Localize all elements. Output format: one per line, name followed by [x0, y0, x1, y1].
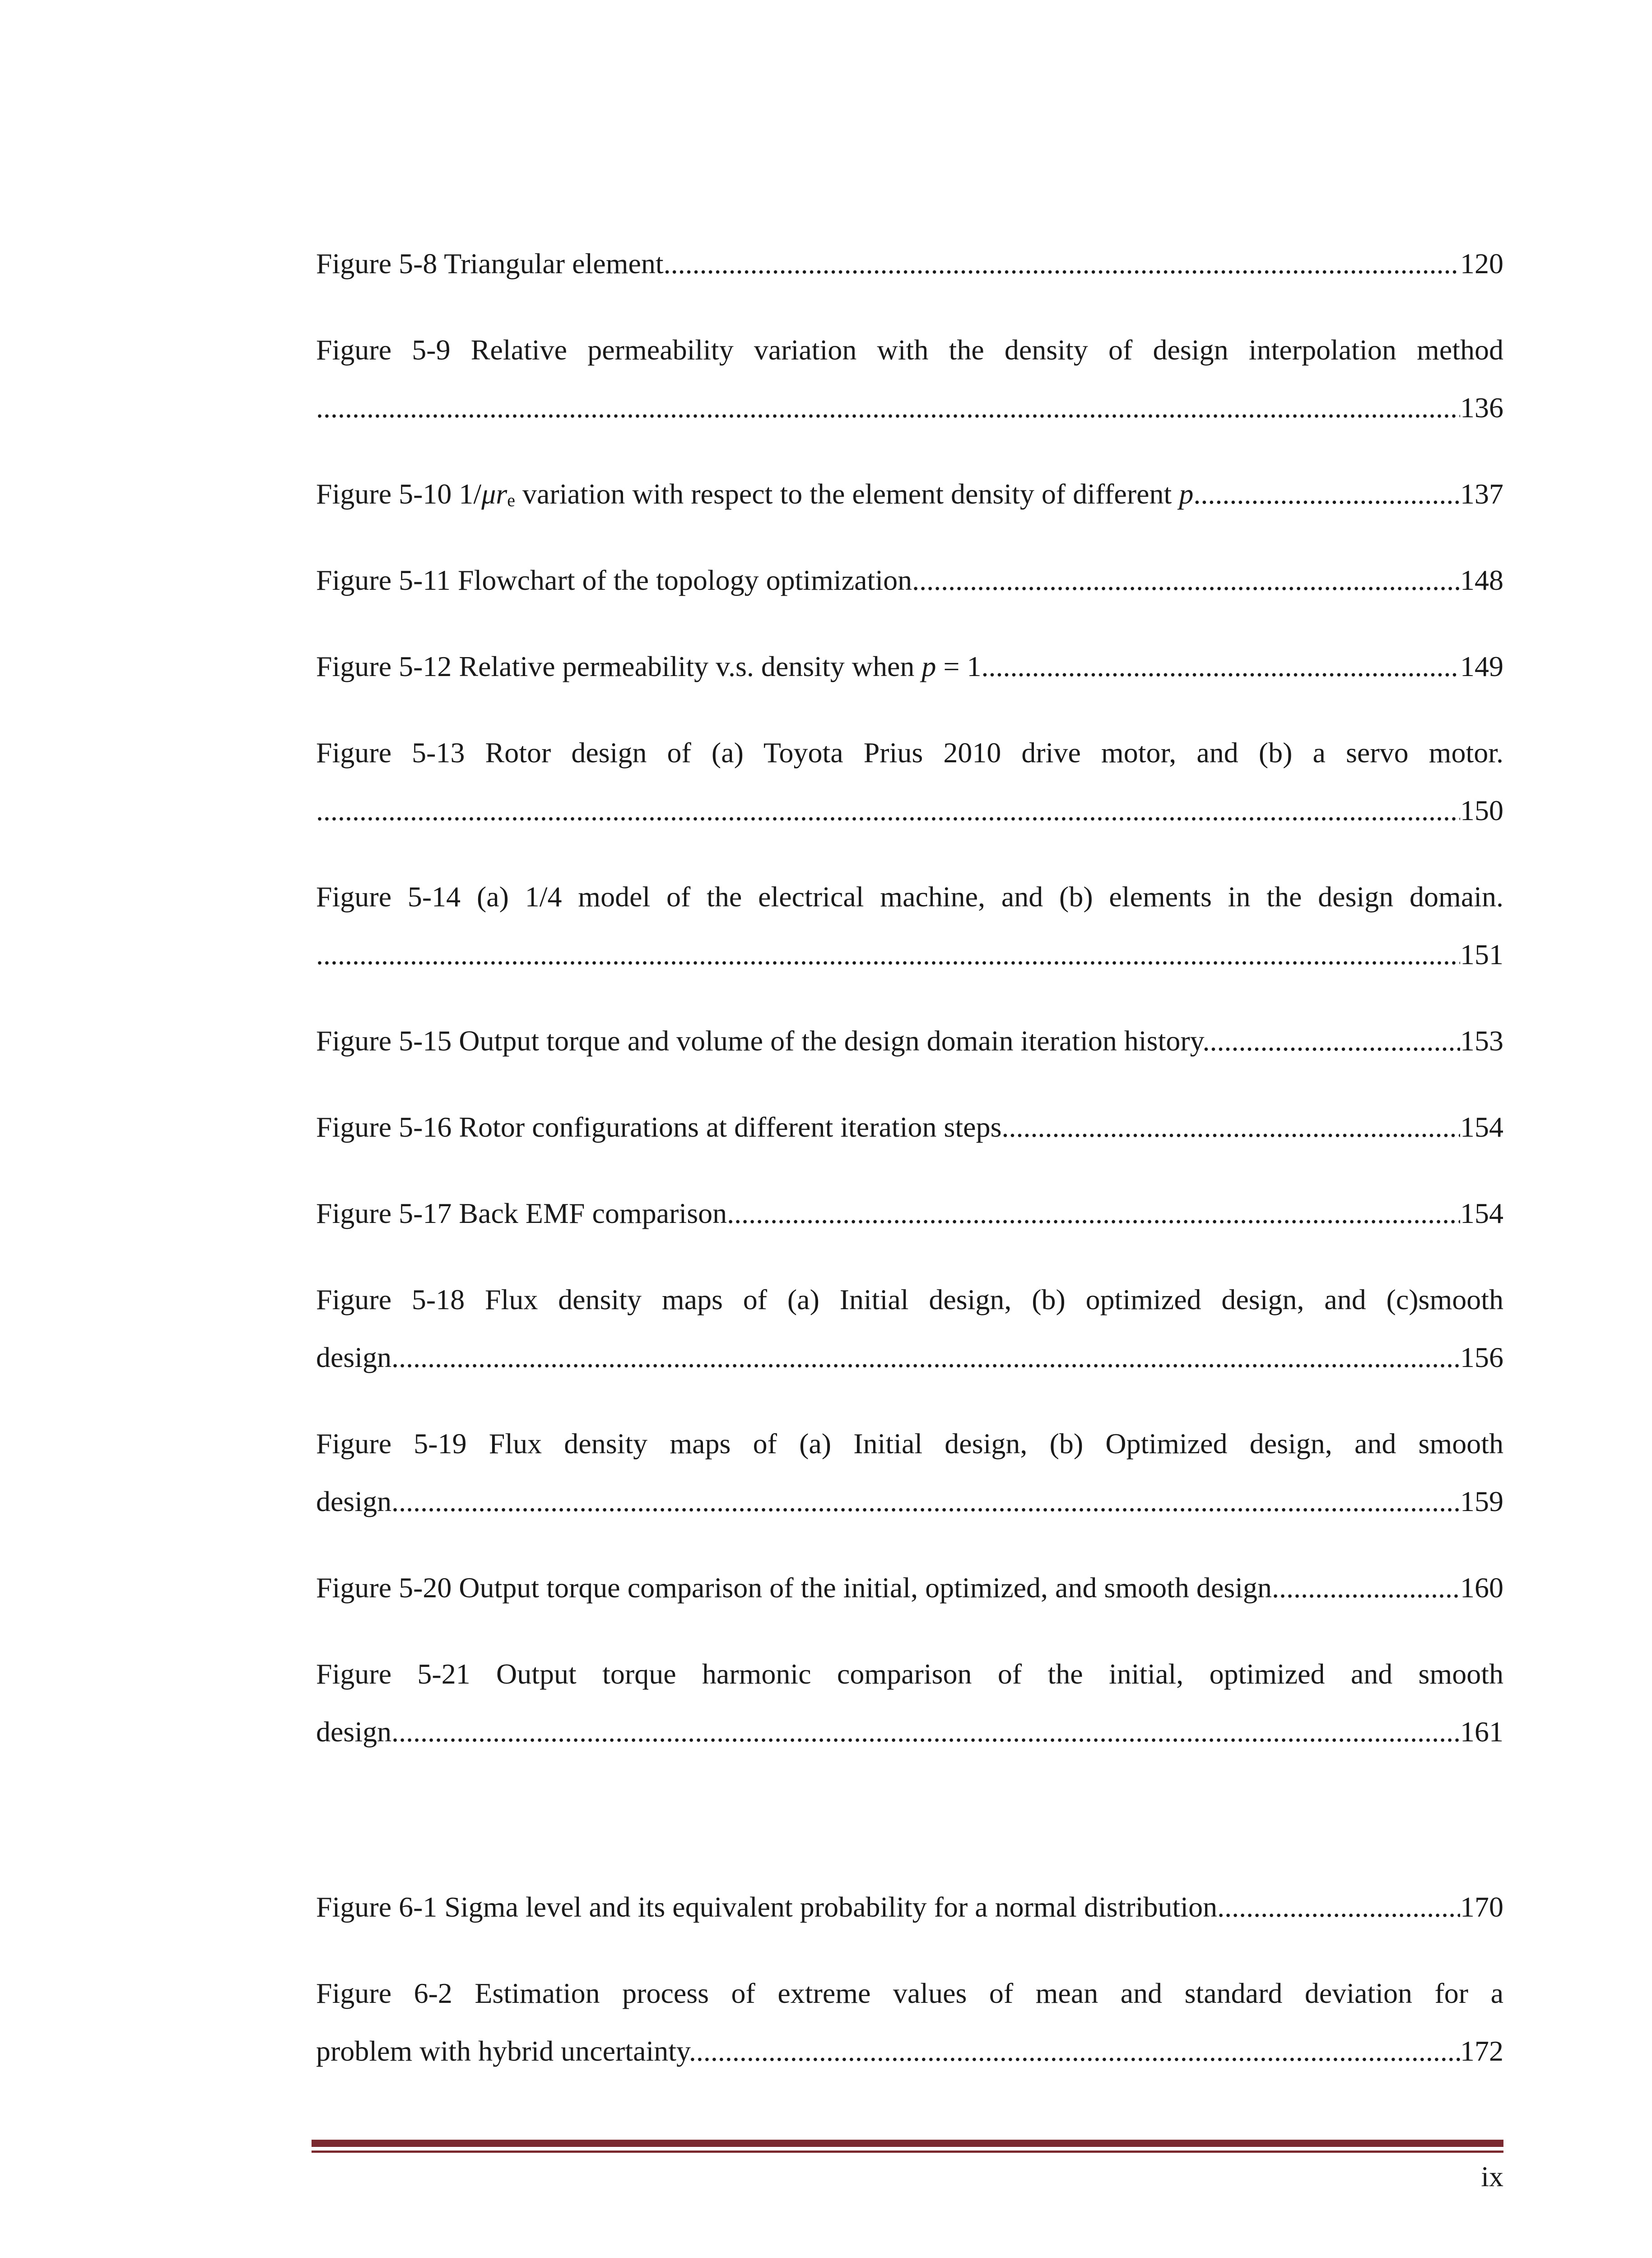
dot-leader	[399, 1703, 1460, 1761]
dot-leader	[671, 235, 1460, 293]
toc-entry-figure-5-9[interactable]	[316, 321, 1503, 437]
footer-rule-thin	[312, 2151, 1503, 2153]
toc-entry-title-line2: design.	[316, 1341, 399, 1373]
symbol-p: p	[1179, 478, 1194, 510]
toc-entry-figure-5-21[interactable]	[316, 1645, 1503, 1761]
toc-entry-title: Figure 5-11 Flowchart of the topology optimization.	[316, 564, 920, 596]
symbol-subscript: e	[507, 490, 515, 510]
toc-entry-page: 154	[1460, 1111, 1503, 1143]
toc-entry-title	[316, 638, 988, 695]
toc-entry-page: 150	[1460, 794, 1503, 826]
dot-leader	[1210, 1012, 1461, 1070]
title-suffix: .	[1193, 478, 1201, 510]
toc-entry-page: 172	[1460, 2035, 1503, 2067]
dot-leader	[316, 782, 1460, 840]
toc-entry-title-line1: Figure 5-18 Flux density maps of (a) Initial design, (b) optimized design, and (c)smooth	[316, 1283, 1503, 1316]
list-of-figures	[316, 235, 1503, 2109]
toc-entry-figure-5-8[interactable]	[316, 235, 1503, 293]
title-suffix: = 1.	[936, 650, 989, 682]
dot-leader	[1224, 1878, 1460, 1936]
toc-entry-title: Figure 5-20 Output torque comparison of the initial, optimized, and smooth design.	[316, 1572, 1279, 1604]
toc-entry-title-line1: Figure 5-14 (a) 1/4 model of the electrical machine, and (b) elements in the design domain.	[316, 881, 1503, 913]
toc-entry-page: 151	[1460, 938, 1503, 970]
toc-entry-page: 148	[1460, 564, 1503, 596]
toc-entry-page: 136	[1460, 392, 1503, 424]
toc-entry-figure-5-18[interactable]	[316, 1271, 1503, 1386]
toc-entry-page: 160	[1460, 1572, 1503, 1604]
toc-entry-title: Figure 5-16 Rotor configurations at different iteration steps.	[316, 1111, 1009, 1143]
toc-entry-figure-5-13[interactable]	[316, 724, 1503, 840]
toc-entry-title-line2: design.	[316, 1485, 399, 1517]
dot-leader	[734, 1185, 1460, 1242]
toc-entry-title-line2: design.	[316, 1716, 399, 1748]
toc-entry-figure-5-19[interactable]	[316, 1415, 1503, 1530]
toc-entry-page: 137	[1460, 478, 1503, 510]
dot-leader	[988, 638, 1460, 695]
title-prefix: Figure 5-12 Relative permeability v.s. density when	[316, 650, 922, 682]
toc-entry-title-line1: Figure 5-19 Flux density maps of (a) Initial design, (b) Optimized design, and smooth	[316, 1428, 1503, 1460]
toc-entry-page: 156	[1460, 1341, 1503, 1373]
dot-leader	[399, 1473, 1460, 1530]
title-middle: variation with respect to the element density of different	[515, 478, 1179, 510]
toc-entry-figure-5-16[interactable]	[316, 1098, 1503, 1156]
symbol-p: p	[921, 650, 936, 682]
toc-entry-page: 149	[1460, 650, 1503, 682]
toc-entry-figure-6-2[interactable]	[316, 1964, 1503, 2080]
title-prefix: Figure 5-10 1/	[316, 478, 482, 510]
toc-entry-page: 159	[1460, 1485, 1503, 1517]
toc-entry-title-line1: Figure 5-9 Relative permeability variation with the density of design interpolation method	[316, 334, 1503, 366]
toc-entry-title	[316, 465, 1201, 529]
toc-entry-figure-5-20[interactable]	[316, 1559, 1503, 1617]
toc-entry-title: Figure 5-15 Output torque and volume of the design domain iteration history.	[316, 1025, 1210, 1057]
dot-leader	[399, 1329, 1460, 1386]
toc-entry-title-line1: Figure 5-21 Output torque harmonic comparison of the initial, optimized and smooth	[316, 1658, 1503, 1690]
dot-leader	[1201, 465, 1460, 523]
toc-entry-page: 170	[1460, 1891, 1503, 1923]
dot-leader	[1009, 1098, 1460, 1156]
toc-entry-title: Figure 5-8 Triangular element.	[316, 247, 671, 280]
toc-entry-figure-5-10[interactable]	[316, 465, 1503, 523]
toc-entry-page: 153	[1460, 1025, 1503, 1057]
dot-leader	[316, 379, 1460, 437]
toc-entry-figure-5-14[interactable]	[316, 868, 1503, 984]
dot-leader	[1279, 1559, 1460, 1617]
toc-entry-page: 120	[1460, 247, 1503, 280]
toc-entry-page: 161	[1460, 1716, 1503, 1748]
toc-entry-title-line1: Figure 5-13 Rotor design of (a) Toyota Prius 2010 drive motor, and (b) a servo motor.	[316, 737, 1503, 769]
dot-leader	[919, 551, 1460, 609]
footer-rule-thick	[312, 2140, 1503, 2147]
dot-leader	[316, 926, 1460, 984]
toc-entry-page: 154	[1460, 1197, 1503, 1229]
toc-entry-title-line1: Figure 6-2 Estimation process of extreme values of mean and standard deviation for a	[316, 1977, 1503, 2009]
symbol-mu-r: μr	[481, 478, 507, 510]
toc-entry-figure-5-15[interactable]	[316, 1012, 1503, 1070]
toc-entry-title: Figure 5-17 Back EMF comparison.	[316, 1197, 735, 1229]
page-number: ix	[1481, 2160, 1503, 2193]
toc-entry-figure-5-11[interactable]	[316, 551, 1503, 609]
toc-entry-figure-5-12[interactable]	[316, 638, 1503, 695]
toc-entry-title: Figure 6-1 Sigma level and its equivalent probability for a normal distribution.	[316, 1891, 1225, 1923]
toc-entry-figure-6-1[interactable]	[316, 1878, 1503, 1936]
toc-entry-title-line2: problem with hybrid uncertainty.	[316, 2035, 696, 2067]
dot-leader	[696, 2022, 1460, 2080]
toc-entry-figure-5-17[interactable]	[316, 1185, 1503, 1242]
